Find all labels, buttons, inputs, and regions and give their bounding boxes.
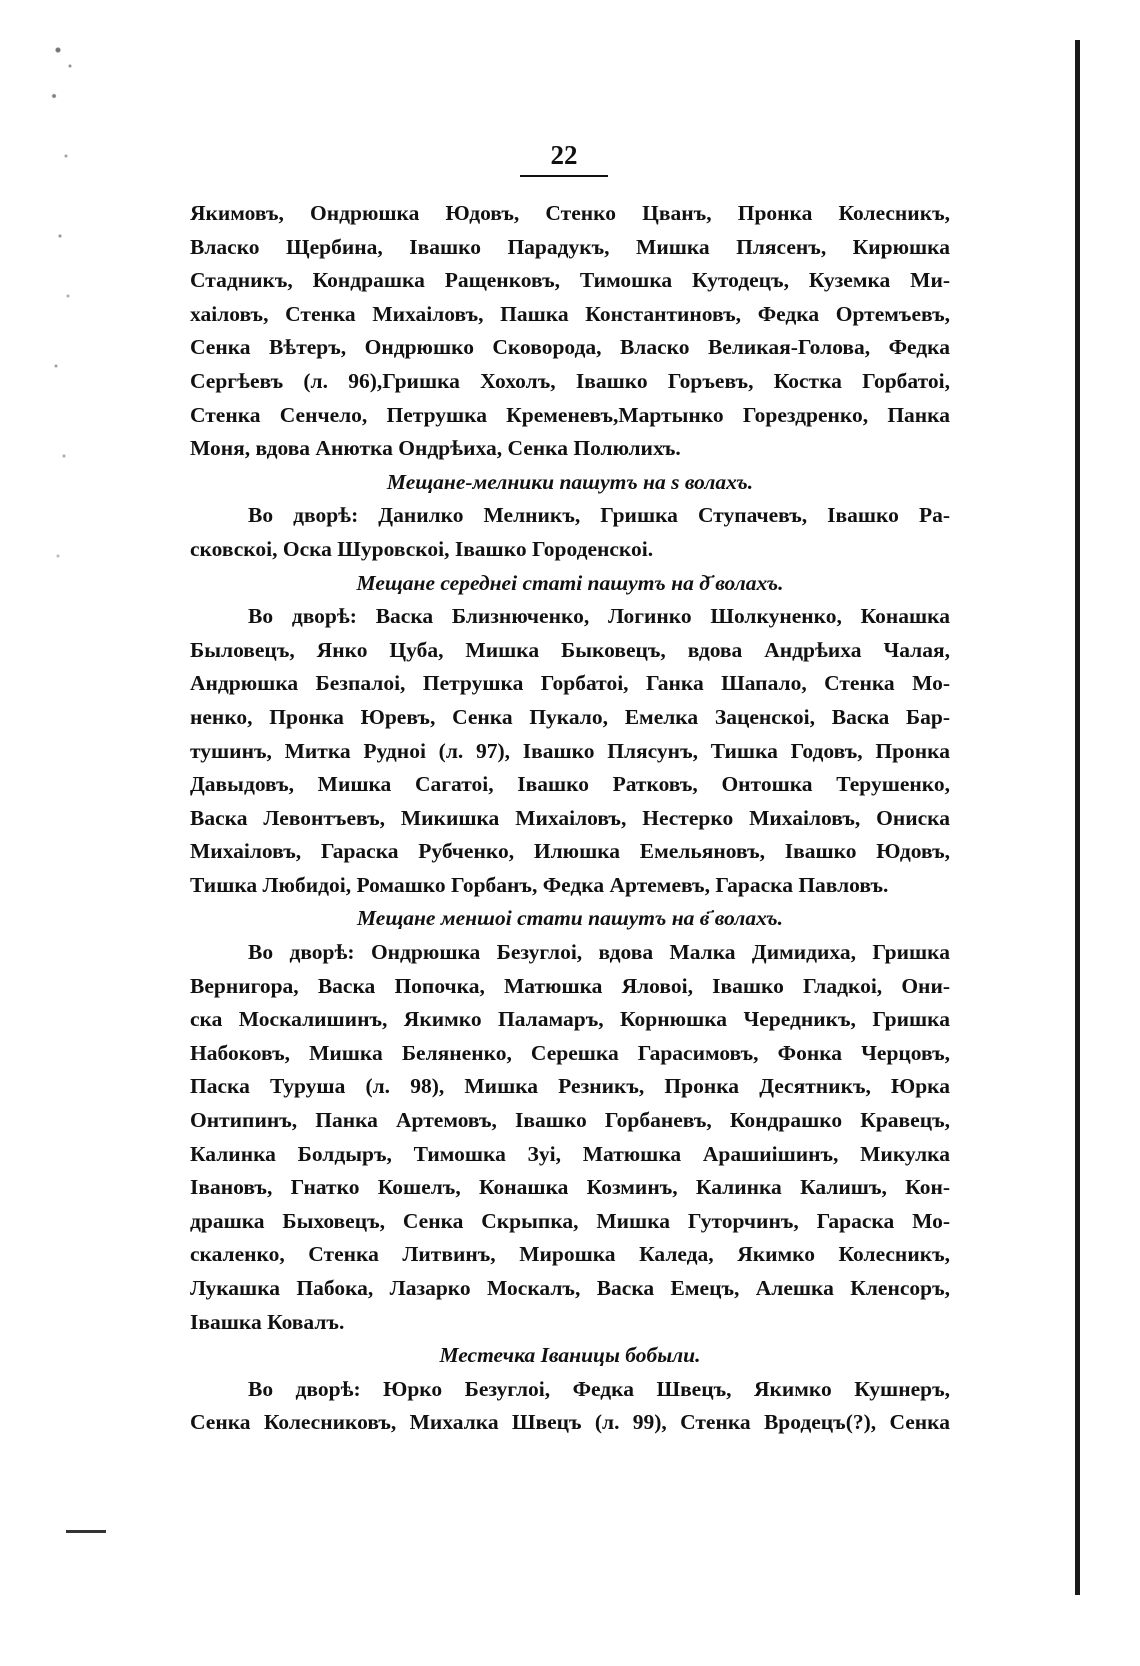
text-line: тушинъ, Митка Рудноі (л. 97), Івашко Плясунъ, Тишка Годовъ, Пронка bbox=[190, 738, 950, 763]
text-line: Онтипинъ, Панка Артемовъ, Івашко Горбаневъ, Кондрашко Кравецъ, bbox=[190, 1108, 950, 1133]
text-line: Власко Щербина, Івашко Парадукъ, Мишка Плясенъ, Кирюшка bbox=[190, 234, 950, 259]
text-line: Михаіловъ, Гараска Рубченко, Илюшка Емельяновъ, Івашко Юдовъ, bbox=[190, 839, 950, 864]
text-line: Быловецъ, Янко Цуба, Мишка Быковецъ, вдова Андрѣиха Чалая, bbox=[190, 637, 950, 662]
text-line: Во дворѣ: Данилко Мелникъ, Гришка Ступачевъ, Івашко Ра- bbox=[248, 503, 950, 528]
text-line: ска Москалишинъ, Якимко Паламаръ, Корнюшка Чередникъ, Гришка bbox=[190, 1007, 950, 1032]
text-line: сковскоі, Оска Шуровскоі, Івашко Городенскоі. bbox=[190, 536, 654, 561]
text-line: Паска Туруша (л. 98), Мишка Резникъ, Пронка Десятникъ, Юрка bbox=[190, 1074, 950, 1099]
text-line: Во дворѣ: Васка Близнюченко, Логинко Шолкуненко, Конашка bbox=[248, 604, 950, 629]
text-line: Тишка Любидоі, Ромашко Горбанъ, Федка Артемевъ, Гараска Павловъ. bbox=[190, 872, 889, 897]
scan-edge-bar-right bbox=[1075, 40, 1080, 1595]
section-heading: Местечка Іваницы бобыли. bbox=[439, 1343, 701, 1368]
text-line: Калинка Болдыръ, Тимошка Зуі, Матюшка Арашиішинъ, Микулка bbox=[190, 1141, 950, 1166]
text-line: Сенка Вѣтеръ, Ондрюшко Сковорода, Власко Великая-Голова, Федка bbox=[190, 335, 950, 360]
scan-mark-bottom-left bbox=[66, 1530, 106, 1533]
text-line: хаіловъ, Стенка Михаіловъ, Пашка Константиновъ, Федка Ортемъевъ, bbox=[190, 301, 950, 326]
page-number: 22 bbox=[520, 138, 608, 177]
text-line: Сергѣевъ (л. 96),Гришка Хохолъ, Івашко Горъевъ, Костка Горбатоі, bbox=[190, 368, 950, 393]
text-line: Стенка Сенчело, Петрушка Кременевъ,Мартынко Горездренко, Панка bbox=[190, 402, 950, 427]
text-line: Лукашка Пабока, Лазарко Москалъ, Васка Емецъ, Алешка Кленсоръ, bbox=[190, 1276, 950, 1300]
text-line: скаленко, Стенка Литвинъ, Мирошка Каледа, Якимко Колесникъ, bbox=[190, 1242, 950, 1267]
text-line: драшка Быховецъ, Сенка Скрыпка, Мишка Гуторчинъ, Гараска Мо- bbox=[190, 1208, 950, 1233]
text-line: Якимовъ, Ондрюшка Юдовъ, Стенко Цванъ, Пронка Колесникъ, bbox=[190, 201, 950, 225]
text-line: ненко, Пронка Юревъ, Сенка Пукало, Емелка Заценскоі, Васка Бар- bbox=[190, 704, 950, 729]
scan-edge-noise-left bbox=[48, 36, 88, 596]
page-body bbox=[190, 197, 950, 1440]
text-line: Івашка Ковалъ. bbox=[190, 1309, 345, 1334]
text-line: Стадникъ, Кондрашка Ращенковъ, Тимошка Кутодецъ, Куземка Ми- bbox=[190, 268, 950, 293]
text-line: Івановъ, Гнатко Кошелъ, Конашка Козминъ, Калинка Калишъ, Кон- bbox=[190, 1175, 950, 1200]
text-line: Андрюшка Безпалоі, Петрушка Горбатоі, Ганка Шапало, Стенка Мо- bbox=[190, 671, 950, 696]
section-heading: Мещане середнеі статі пашутъ на д҃ волахъ. bbox=[356, 570, 784, 595]
text-line: Сенка Колесниковъ, Михалка Швецъ (л. 99), Стенка Вродецъ(?), Сенка bbox=[190, 1410, 950, 1435]
text-line: Моня, вдова Анютка Ондрѣиха, Сенка Полюлихъ. bbox=[190, 436, 681, 461]
text-line: Во дворѣ: Юрко Безуглоі, Федка Швецъ, Якимко Кушнеръ, bbox=[248, 1376, 950, 1401]
text-line: Набоковъ, Мишка Беляненко, Серешка Гарасимовъ, Фонка Черцовъ, bbox=[190, 1040, 950, 1065]
text-line: Во дворѣ: Ондрюшка Безуглоі, вдова Малка Димидиха, Гришка bbox=[248, 940, 950, 965]
section-heading: Мещане-мелники пашутъ на ѕ волахъ. bbox=[386, 469, 754, 494]
text-line: Давыдовъ, Мишка Сагатоі, Івашко Ратковъ, Онтошка Терушенко, bbox=[190, 772, 950, 797]
text-line: Вернигора, Васка Попочка, Матюшка Яловоі, Івашко Гладкоі, Они- bbox=[190, 973, 950, 998]
text-line: Васка Левонтъевъ, Микишка Михаіловъ, Нестерко Михаіловъ, Ониска bbox=[190, 805, 950, 830]
section-heading: Мещане меншоі стати пашутъ на в҃ волахъ. bbox=[356, 906, 784, 931]
